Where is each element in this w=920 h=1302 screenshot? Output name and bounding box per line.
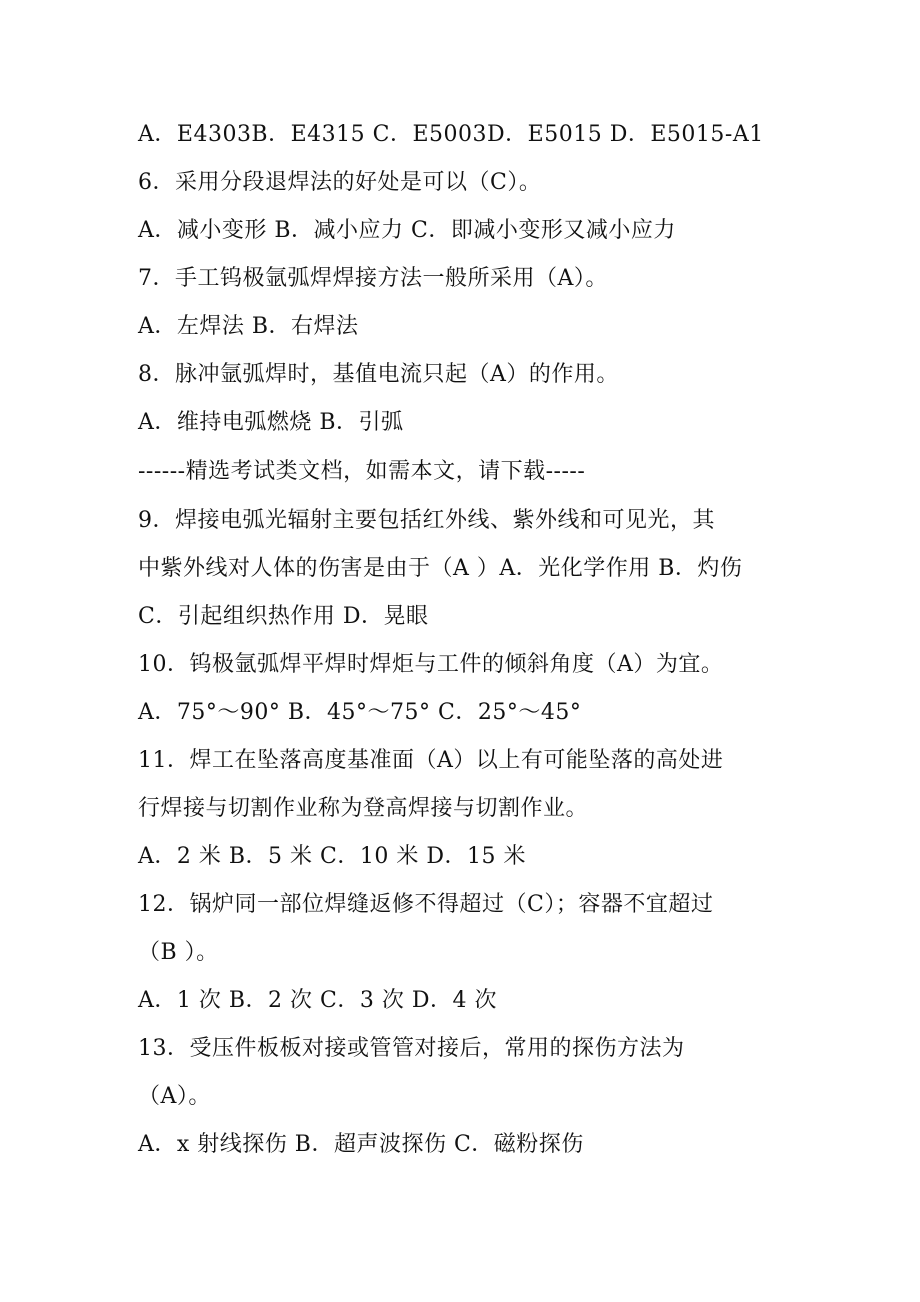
text-line: 6．采用分段退焊法的好处是可以（C）。 <box>138 170 542 195</box>
text-line: 12．锅炉同一部位焊缝返修不得超过（C）；容器不宜超过 <box>138 892 714 917</box>
text-line: 8．脉冲氩弧焊时，基值电流只起（A）的作用。 <box>138 362 619 387</box>
text-line: 中紫外线对人体的伤害是由于（A ）A．光化学作用 B．灼伤 <box>138 556 743 581</box>
text-line: 10．钨极氩弧焊平焊时焊炬与工件的倾斜角度（A）为宜。 <box>138 652 724 677</box>
text-line: A．维持电弧燃烧 B．引弧 <box>138 410 404 435</box>
text-line: 7．手工钨极氩弧焊焊接方法一般所采用（A）。 <box>138 266 608 291</box>
text-line: 行焊接与切割作业称为登高焊接与切割作业。 <box>138 796 589 821</box>
text-line: A．1 次 B．2 次 C．3 次 D．4 次 <box>138 988 497 1013</box>
text-line: A．2 米 B．5 米 C．10 米 D．15 米 <box>138 844 526 869</box>
text-line: A．减小变形 B．减小应力 C．即减小变形又减小应力 <box>138 218 676 243</box>
text-line: A．x 射线探伤 B．超声波探伤 C．磁粉探伤 <box>138 1132 584 1157</box>
text-line: （A）。 <box>138 1084 211 1109</box>
text-line: A．75°～90° B．45°～75° C．25°～45° <box>138 700 582 725</box>
text-line: 9．焊接电弧光辐射主要包括红外线、紫外线和可见光，其 <box>138 508 715 533</box>
text-line: A．E4303B．E4315 C．E5003D．E5015 D．E5015-A1 <box>138 122 764 147</box>
text-line: 11．焊工在坠落高度基准面（A）以上有可能坠落的高处进 <box>138 748 724 773</box>
text-line: （B ）。 <box>138 940 219 965</box>
section-divider-text: ------精选考试类文档，如需本文，请下载----- <box>138 459 586 484</box>
text-line: 13．受压件板板对接或管管对接后，常用的探伤方法为 <box>138 1036 685 1061</box>
text-line: C．引起组织热作用 D．晃眼 <box>138 604 429 629</box>
text-line: A．左焊法 B．右焊法 <box>138 314 359 339</box>
